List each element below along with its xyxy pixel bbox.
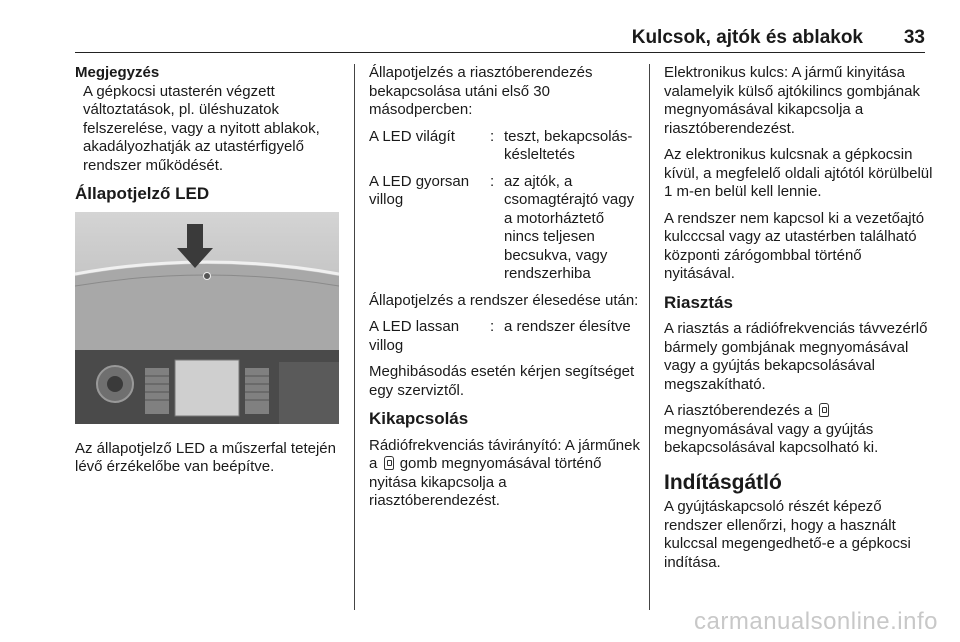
led-status-row <box>369 173 641 284</box>
no-disarm-text: A rendszer nem kapcsol ki a vezetőajtó kulcccsal vagy az utastérben található központi zárógombbal történő nyitásával. <box>664 209 925 282</box>
led-status-row <box>369 128 641 165</box>
column-left <box>75 64 345 485</box>
section-heading-riasztas: Riasztás <box>664 292 733 312</box>
section-heading-inditasgatlo: Indításgátló <box>664 470 782 494</box>
led-status-row <box>369 318 641 355</box>
page-header <box>75 22 925 53</box>
led-status-sep: : <box>490 172 495 190</box>
electronic-key-text: Elektronikus kulcs: A jármű kinyitása valamelyik külső ajtókilincs gombjának megnyomásával kikapcsolja a riasztóberendezést. <box>664 64 920 137</box>
page-number: 33 <box>903 27 925 48</box>
inditasgatlo-text: A gyújtáskapcsoló részét képező rendszer ellenőrzi, hogy a használt kulccsal megengedhető-e a gépkocsi indítása. <box>664 498 911 571</box>
column-divider <box>649 64 650 610</box>
fault-text: Meghibásodás esetén kérjen segítséget egy szerviztől. <box>369 363 635 399</box>
kikapcsolas-text <box>369 437 641 511</box>
figure-caption: Az állapotjelző LED a műszerfal tetején lévő érzékelőbe van beépítve. <box>75 439 336 475</box>
kikapcsolas-text-before: Rádiófrekvenciás távirányító: A járműnek a <box>369 436 640 472</box>
led-status-desc: teszt, bekapcsolás-késleltetés <box>504 127 633 163</box>
site-watermark: carmanualsonline.info <box>694 608 938 635</box>
led-status-sep: : <box>490 127 495 145</box>
led-status-term: A LED gyorsan villog <box>369 172 470 208</box>
dashboard-led-figure <box>75 212 339 424</box>
status-intro-2: Állapotjelzés a rendszer élesedése után: <box>369 291 639 309</box>
riasztas-text: A riasztás a rádiófrekvenciás távvezérlő bármely gombjának megnyomásával vagy a gyújtás bekapcsolásával megszakítható. <box>664 320 928 393</box>
column-right <box>664 64 934 580</box>
alarm-off-text-before: A riasztóberendezés a <box>664 402 813 419</box>
key-range-text: Az elektronikus kulcsnak a gépkocsin kívül, a megfelelő oldali ajtótól körülbelül 1 m-en belül kell lennie. <box>664 146 933 200</box>
led-status-desc: az ajtók, a csomagtérajtó vagy a motorháztető nincs teljesen becsukva, vagy rendszerhiba <box>504 172 635 282</box>
led-status-desc: a rendszer élesítve <box>504 318 631 335</box>
led-status-term: A LED világít <box>369 127 455 145</box>
led-status-sep: : <box>490 318 495 335</box>
led-status-term: A LED lassan villog <box>369 318 460 354</box>
alarm-off-text-after: megnyomásával vagy a gyújtás bekapcsolásával kapcsolható ki. <box>664 420 879 456</box>
status-intro-1: Állapotjelzés a riasztóberendezés bekapcsolása utáni első 30 másodpercben: <box>369 64 593 118</box>
page-title: Kulcsok, ajtók és ablakok <box>631 27 863 48</box>
column-middle <box>369 64 641 519</box>
section-heading-led: Állapotjelző LED <box>75 184 210 203</box>
dashboard-illustration <box>75 212 339 424</box>
led-sensor <box>204 272 211 279</box>
note-title: Megjegyzés <box>75 64 160 81</box>
column-divider <box>354 64 355 610</box>
arrow-shaft <box>187 224 203 250</box>
note-text: A gépkocsi utasterén végzett változtatások, pl. üléshuzatok felszerelése, vagy a nyitott ablakok, akadályozhatják az utastérfigyelő rendszer működését. <box>83 82 320 174</box>
alarm-off-text <box>664 402 934 458</box>
lock-icon <box>819 403 829 417</box>
kikapcsolas-text-after: gomb megnyomásával történő nyitása kikapcsolja a riasztóberendezést. <box>369 455 602 509</box>
section-heading-kikapcsolas: Kikapcsolás <box>369 409 469 428</box>
unlock-icon <box>384 456 394 470</box>
